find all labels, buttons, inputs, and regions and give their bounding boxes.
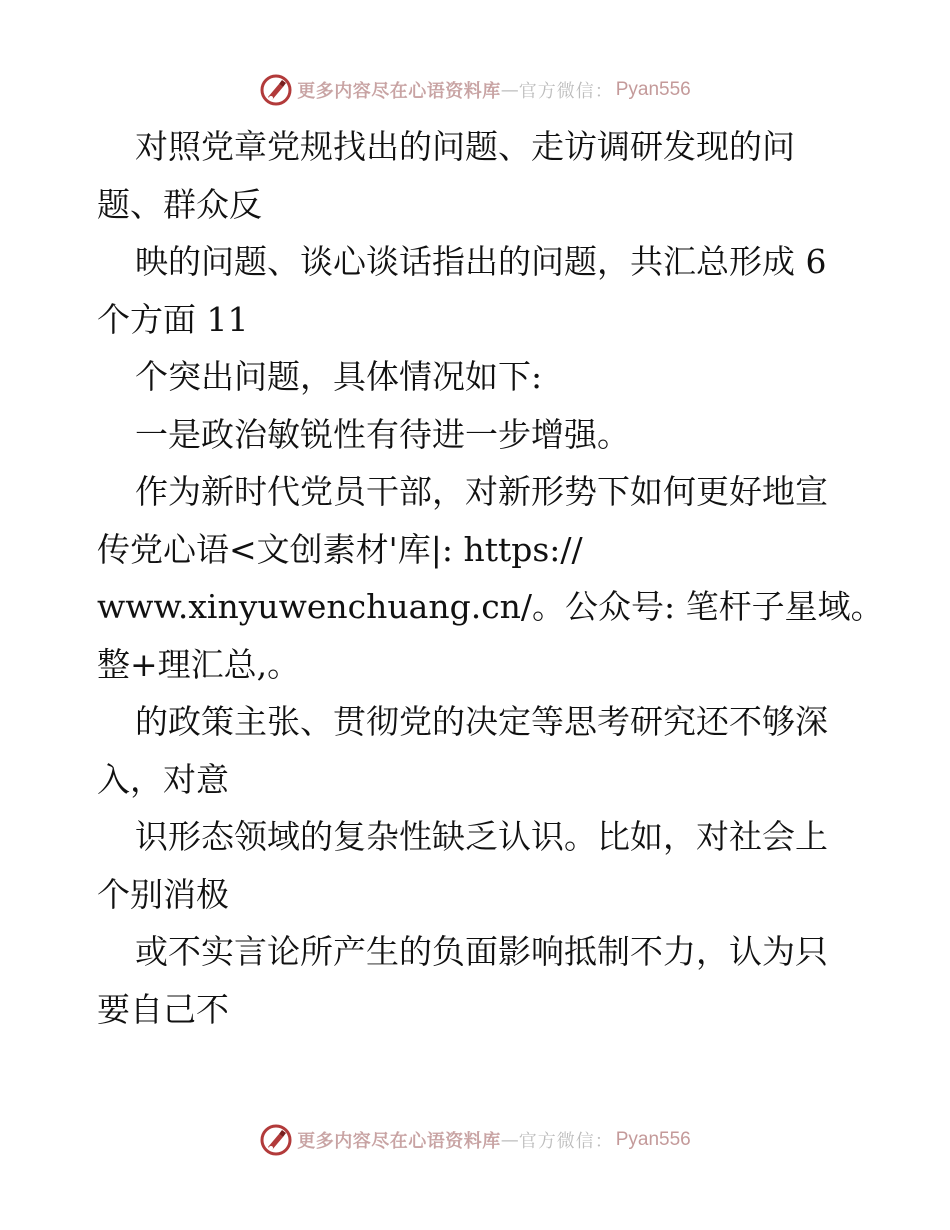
banner-wechat-id: Pyan556 [615, 1129, 691, 1150]
body-line: 个别消极 [97, 874, 229, 914]
red-circle-pen-logo-icon [259, 1123, 293, 1157]
body-line: 或不实言论所产生的负面影响抵制不力，认为只 [135, 932, 828, 971]
banner-separator: — [500, 1129, 519, 1151]
red-circle-pen-logo-icon [259, 73, 293, 107]
banner-separator: — [500, 79, 519, 101]
body-line: 的政策主张、贯彻党的决定等思考研究还不够深 [135, 702, 828, 741]
body-line: 识形态领域的复杂性缺乏认识。比如，对社会上 [135, 817, 828, 856]
body-line: 映的问题、谈心谈话指出的问题，共汇总形成 6 [135, 242, 827, 281]
header-banner-content [259, 73, 691, 107]
body-line: 整+理汇总,。 [97, 644, 301, 684]
footer-banner-content [259, 1123, 691, 1157]
body-line: 要自己不 [97, 989, 229, 1029]
body-line: 传党心语<文创素材'库|: https:// [97, 529, 583, 569]
body-line: 入，对意 [97, 759, 229, 799]
banner-wechat-label: 官方微信： [518, 81, 614, 102]
body-line: 作为新时代党员干部，对新形势下如何更好地宣 [135, 472, 828, 511]
body-line: 个突出问题，具体情况如下: [135, 357, 543, 396]
document-body [97, 118, 884, 1038]
body-line: 题、群众反 [97, 184, 262, 224]
footer-banner [0, 1122, 950, 1158]
header-banner [0, 72, 950, 108]
banner-wechat-id: Pyan556 [615, 79, 691, 100]
body-line: www.xinyuwenchuang.cn/。公众号: 笔杆子星域。 [97, 587, 884, 626]
body-line: 个方面 11 [97, 299, 249, 339]
body-line: 对照党章党规找出的问题、走访调研发现的问 [135, 127, 795, 166]
banner-main-text: 更多内容尽在心语资料库 [297, 1131, 501, 1152]
banner-wechat-label: 官方微信： [518, 1131, 614, 1152]
body-line: 一是政治敏锐性有待进一步增强。 [135, 414, 630, 454]
banner-main-text: 更多内容尽在心语资料库 [297, 81, 501, 102]
